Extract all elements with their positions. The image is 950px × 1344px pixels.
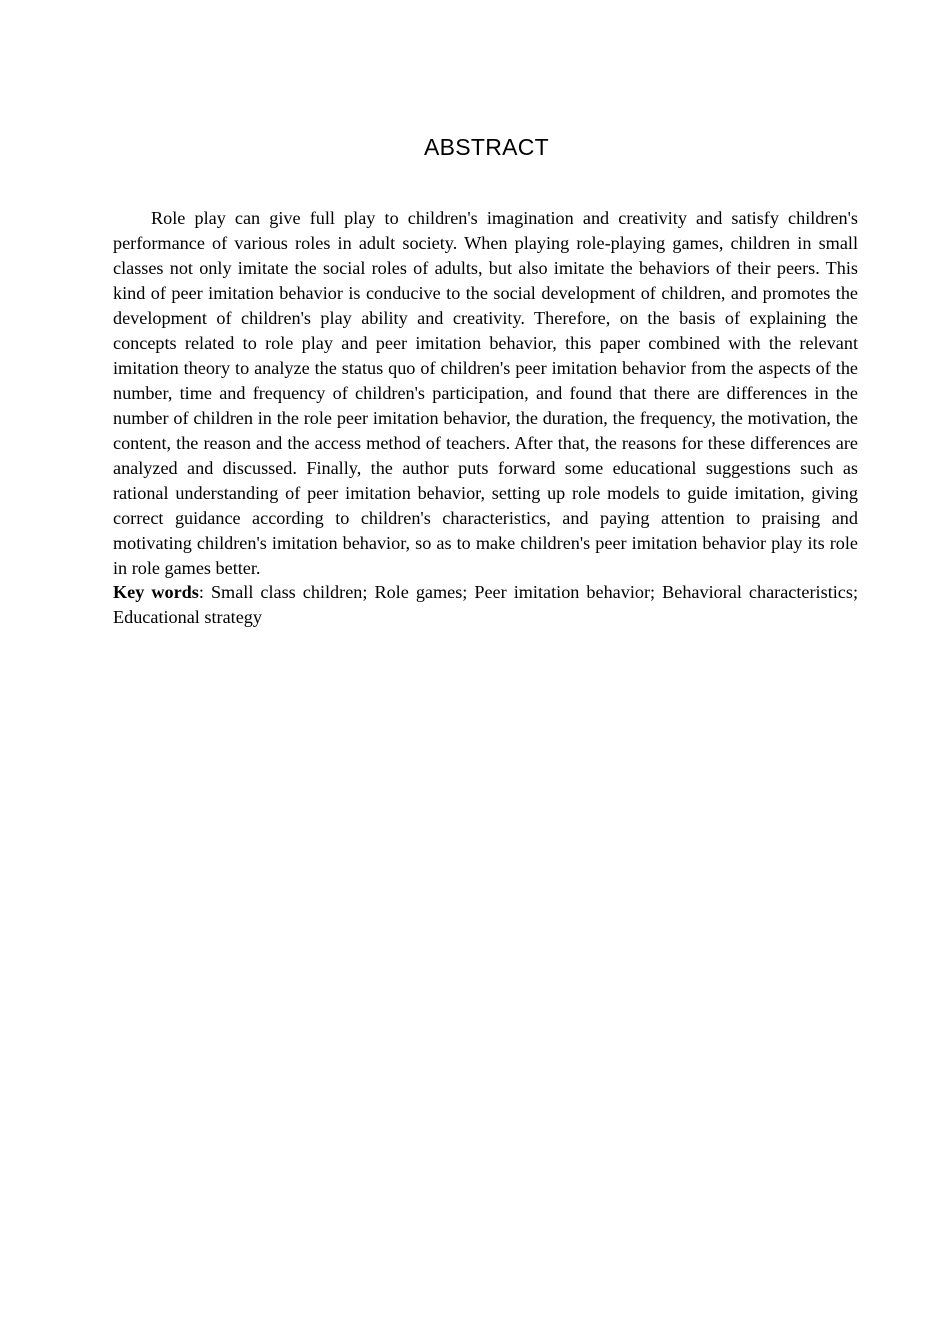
keywords-label: Key words [113, 582, 199, 602]
keywords-separator: : [198, 582, 211, 602]
keywords-text: Small class children; Role games; Peer imitation behavior; Behavioral characteristics; Educational strategy [113, 582, 858, 627]
abstract-body: Role play can give full play to children's imagination and creativity and satisfy children's performance of various roles in adult society. When playing role-playing games, children in small classes not only imitate the social roles of adults, but also imitate the behaviors of their peers. This kind of peer imitation behavior is conducive to the social development of children, and promotes the development of children's play ability and creativity. Therefore, on the basis of explaining the concepts related to role play and peer imitation behavior, this paper combined with the relevant imitation theory to analyze the status quo of children's peer imitation behavior from the aspects of the number, time and frequency of children's participation, and found that there are differences in the number of children in the role peer imitation behavior, the duration, the frequency, the motivation, the content, the reason and the access method of teachers. After that, the reasons for these differences are analyzed and discussed. Finally, the author puts forward some educational suggestions such as rational understanding of peer imitation behavior, setting up role models to guide imitation, giving correct guidance according to children's characteristics, and paying attention to praising and motivating children's imitation behavior, so as to make children's peer imitation behavior play its role in role games better. [113, 208, 858, 578]
abstract-title: ABSTRACT [423, 134, 550, 160]
keywords-line [113, 580, 858, 630]
